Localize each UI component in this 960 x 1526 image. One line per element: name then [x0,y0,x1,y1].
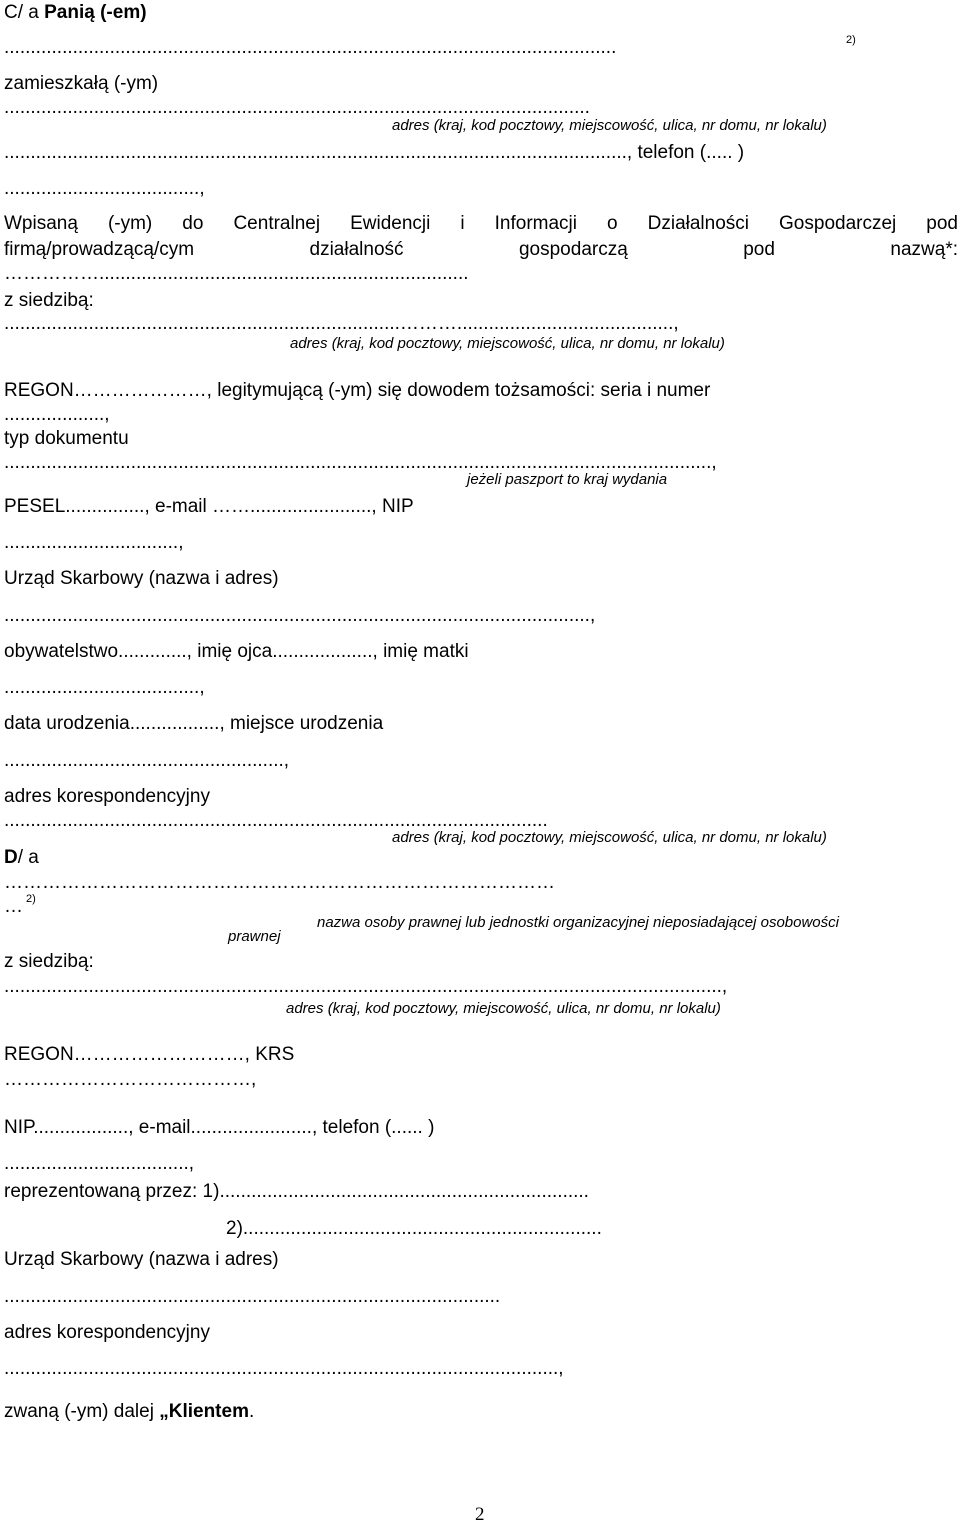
birth-place-dots[interactable]: ....................................................., [4,750,290,771]
entity-regon-line[interactable]: REGON………………………, KRS [4,1044,295,1065]
footnote-ref: 2) [846,34,856,46]
seat-hint: adres (kraj, kod pocztowy, miejscowość, ulica, nr domu, nr lokalu) [290,335,725,352]
entity-tax-office-dots[interactable]: .............................................................................................. [4,1286,501,1307]
entity-nip-line[interactable]: NIP.................., e-mail......................., telefon (...... ) [4,1117,435,1138]
seat-dots[interactable]: ...........................................................................………........................................., [4,313,679,334]
representative-1[interactable]: reprezentowaną przez: 1)...................................................................... [4,1181,589,1202]
regon-dots[interactable]: ..................., [4,404,110,425]
closing-prefix: zwaną (-ym) dalej [4,1401,160,1422]
section-c-heading-bold: Panią (-em) [44,2,147,23]
entity-seat-label: z siedzibą: [4,951,94,972]
representative-2[interactable]: 2).................................................................... [226,1218,602,1239]
client-term: „Klientem [159,1401,249,1422]
passport-hint: jeżeli paszport to kraj wydania [467,471,668,488]
business-name-dots[interactable]: ……………...................................................................... [4,263,469,284]
entity-name-dots-cont[interactable]: … [4,896,23,917]
address-hint: adres (kraj, kod pocztowy, miejscowość, ulica, nr domu, nr lokalu) [392,117,827,134]
citizenship-line[interactable]: obywatelstwo............., imię ojca..................., imię matki [4,641,469,662]
section-c-heading [4,2,147,24]
mother-name-dots[interactable]: ....................................., [4,677,205,698]
resident-label: zamieszkałą (-ym) [4,73,159,94]
entity-seat-dots[interactable]: ........................................................................................................................................, [4,976,728,997]
footnote-ref-d: 2) [26,893,36,905]
doc-type-dots[interactable]: ......................................................................................................................................, [4,452,717,473]
entity-corr-label: adres korespondencyjny [4,1322,210,1343]
nip-dots[interactable]: ................................., [4,532,184,553]
entity-phone-dots[interactable]: ..................................., [4,1153,195,1174]
corr-address-hint: adres (kraj, kod pocztowy, miejscowość, ulica, nr domu, nr lokalu) [392,829,827,846]
corr-address-dots[interactable]: ....................................................................................................... [4,810,548,831]
ceidg-line-2: firmą/prowadzącą/cym działalność gospodarczą pod nazwą*: [4,239,958,260]
birth-line[interactable]: data urodzenia................., miejsce urodzenia [4,713,384,734]
tax-office-label: Urząd Skarbowy (nazwa i adres) [4,568,279,589]
phone-line[interactable]: ......................................................................................................................, telefon (..... ) [4,142,745,163]
entity-hint: nazwa osoby prawnej lub jednostki organizacyjnej nieposiadającej osobowości [317,914,839,931]
pesel-line[interactable]: PESEL..............., e-mail ……......................., NIP [4,496,414,517]
closing-line [4,1401,254,1423]
section-d-heading-bold: D [4,847,18,868]
tax-office-dots[interactable]: ..............................................................................................................., [4,605,596,626]
section-d-heading [4,847,39,869]
ceidg-line-1: Wpisaną (-ym) do Centralnej Ewidencji i Informacji o Działalności Gospodarczej pod [4,213,958,234]
seat-label: z siedzibą: [4,290,94,311]
page-number: 2 [475,1504,485,1525]
regon-line: REGON…………………, legitymującą (-ym) się dowodem tożsamości: seria i numer [4,380,711,401]
corr-address-label: adres korespondencyjny [4,786,210,807]
doc-type-label: typ dokumentu [4,428,129,449]
entity-name-dots[interactable]: …………………………………………………………………………… [4,872,555,893]
entity-tax-office-label: Urząd Skarbowy (nazwa i adres) [4,1249,279,1270]
name-field-dots[interactable]: .................................................................................................................... [4,37,617,58]
address-field-dots[interactable]: ............................................................................................................... [4,97,590,118]
phone-dots[interactable]: ....................................., [4,178,205,199]
entity-seat-hint: adres (kraj, kod pocztowy, miejscowość, ulica, nr domu, nr lokalu) [286,1000,721,1017]
entity-corr-dots[interactable]: ........................................................................................................., [4,1358,564,1379]
section-c-heading-prefix: C/ a [4,2,45,23]
closing-suffix: . [248,1401,255,1422]
entity-hint-cont: prawnej [228,928,281,945]
krs-dots[interactable]: …………………………………, [4,1069,257,1090]
section-d-heading-rest: / a [17,847,39,868]
